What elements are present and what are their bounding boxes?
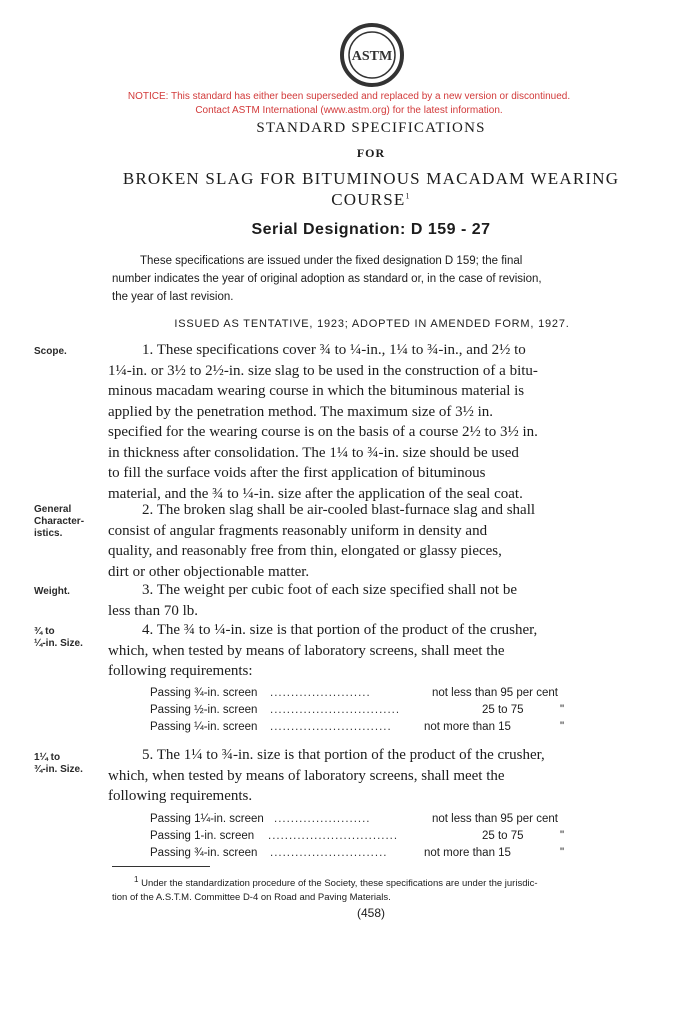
section-line: 5. The 1¼ to ¾-in. size is that portion of the product of the crusher, (142, 747, 545, 763)
requirement-leader: ............................ (270, 847, 388, 859)
section-line: less than 70 lb. (108, 602, 198, 619)
section-line: which, when tested by means of laboratory screens, shall meet the (108, 767, 505, 784)
section-line: which, when tested by means of laboratory screens, shall meet the (108, 642, 505, 659)
notice-line-1: NOTICE: This standard has either been superseded and replaced by a new version or discontinued. (127, 91, 571, 102)
logo-text: ASTM (351, 49, 393, 64)
requirement-ditto: " (560, 830, 565, 842)
footnote-line: $^1$ Under the standardization procedure of the Society, these specifications are under the jurisdic- (134, 875, 538, 890)
requirement-label: Passing ½-in. screen (150, 704, 258, 716)
requirement-row (150, 845, 590, 862)
section-line: in thickness after consolidation. The 1¼ to ¾-in. size should be used (108, 444, 519, 461)
requirement-ditto: " (560, 704, 565, 716)
section-line: 4. The ¾ to ¼-in. size is that portion of the product of the crusher, (142, 622, 538, 638)
requirement-value: 25 to 75 (482, 830, 524, 842)
requirement-row (150, 811, 590, 828)
section-line: following requirements: (108, 663, 253, 679)
requirement-value: not more than 15 (424, 847, 511, 859)
section-line: dirt or other objectionable matter. (108, 563, 310, 580)
requirement-leader: ........................ (270, 687, 371, 699)
section-line: consist of angular fragments reasonably uniform in density and (108, 522, 488, 539)
side-label-general-characteristics (34, 504, 106, 540)
requirement-value: not more than 15 (424, 721, 511, 733)
section-line: minous macadam wearing course in which the bituminous material is (108, 383, 525, 399)
section-line: 3. The weight per cubic foot of each size specified shall not be (142, 582, 518, 598)
intro-paragraph (112, 252, 632, 306)
side-label-three-quarter-size (34, 626, 106, 650)
requirement-leader: ............................. (270, 721, 392, 733)
side-label-line: ¾-in. Size. (34, 764, 83, 775)
requirement-ditto: " (560, 721, 565, 733)
requirements-table-5 (150, 811, 590, 862)
side-label-line: Character- (34, 516, 85, 527)
title-footnote-mark: 1 (405, 191, 411, 201)
requirement-row (150, 702, 590, 719)
section-4-size (108, 620, 630, 682)
side-label-line: ¼-in. Size. (34, 638, 83, 649)
section-3-weight (108, 580, 630, 621)
footnote (112, 873, 632, 905)
side-label-one-quarter-size (34, 752, 106, 776)
requirement-leader: ....................... (274, 813, 371, 825)
section-2-general (108, 500, 630, 582)
section-1-scope (108, 340, 630, 504)
requirements-table-4 (150, 685, 590, 736)
requirement-label: Passing 1¼-in. screen (150, 813, 264, 825)
section-line: quality, and reasonably free from thin, elongated or glassy pieces, (108, 543, 502, 559)
footnote-mark: 1 (134, 875, 139, 884)
footnote-line: tion of the A.S.T.M. Committee D-4 on Road and Paving Materials. (112, 892, 391, 904)
side-label-line: General (34, 504, 72, 515)
side-label-line: istics. (34, 528, 63, 539)
title-broken-slag: BROKEN SLAG FOR BITUMINOUS MACADAM WEARING (122, 169, 620, 188)
requirement-value: not less than 95 per cent (432, 687, 558, 699)
requirement-row (150, 719, 590, 736)
requirement-label: Passing ¼-in. screen (150, 721, 258, 733)
requirement-value: 25 to 75 (482, 704, 524, 716)
side-label-scope: Scope. (34, 346, 67, 357)
astm-logo (339, 22, 405, 88)
notice-line-2: Contact ASTM International (www.astm.org) for the latest information. (195, 105, 503, 116)
side-label-weight: Weight. (34, 586, 70, 597)
side-label-line: 1¼ to (34, 752, 61, 763)
title-course-text: COURSE (331, 190, 406, 209)
section-line: following requirements. (108, 788, 253, 804)
requirement-leader: ............................... (268, 830, 399, 842)
intro-line: the year of last revision. (112, 291, 234, 303)
section-line: 1¼-in. or 3½ to 2½-in. size slag to be used in the construction of a bitu- (108, 362, 538, 379)
section-5-size (108, 745, 630, 807)
title-for: FOR (356, 146, 386, 160)
requirement-leader: ............................... (270, 704, 401, 716)
side-label-line: ¾ to (34, 626, 55, 637)
section-line: 1. These specifications cover ¾ to ¼-in., 1¼ to ¾-in., and 2½ to (142, 342, 526, 358)
intro-line: number indicates the year of original adoption as standard or, in the case of revision, (112, 273, 542, 285)
requirement-row (150, 685, 590, 702)
requirement-label: Passing 1-in. screen (150, 830, 255, 842)
page-number: (458) (356, 906, 385, 920)
footnote-rule (112, 866, 210, 867)
requirement-ditto: " (560, 847, 565, 859)
section-line: 2. The broken slag shall be air-cooled blast-furnace slag and shall (142, 502, 536, 518)
section-line: material, and the ¾ to ¼-in. size after the application of the seal coat. (108, 485, 523, 502)
issued-line: ISSUED AS TENTATIVE, 1923; ADOPTED IN AMENDED FORM, 1927. (174, 318, 570, 330)
intro-line: These specifications are issued under the fixed designation D 159; the final (140, 255, 523, 267)
serial-designation: Serial Designation: D 159 - 27 (251, 221, 491, 238)
requirement-label: Passing ¾-in. screen (150, 847, 258, 859)
requirement-label: Passing ¾-in. screen (150, 687, 258, 699)
section-line: to fill the surface voids after the first application of bituminous (108, 465, 486, 481)
section-line: specified for the wearing course is on the basis of a course 2½ to 3½ in. (108, 424, 538, 440)
title-course (22, 190, 698, 210)
title-standard-specifications: STANDARD SPECIFICATIONS (256, 120, 486, 136)
requirement-row (150, 828, 590, 845)
section-line: applied by the penetration method. The maximum size of 3½ in. (108, 403, 494, 420)
requirement-value: not less than 95 per cent (432, 813, 558, 825)
